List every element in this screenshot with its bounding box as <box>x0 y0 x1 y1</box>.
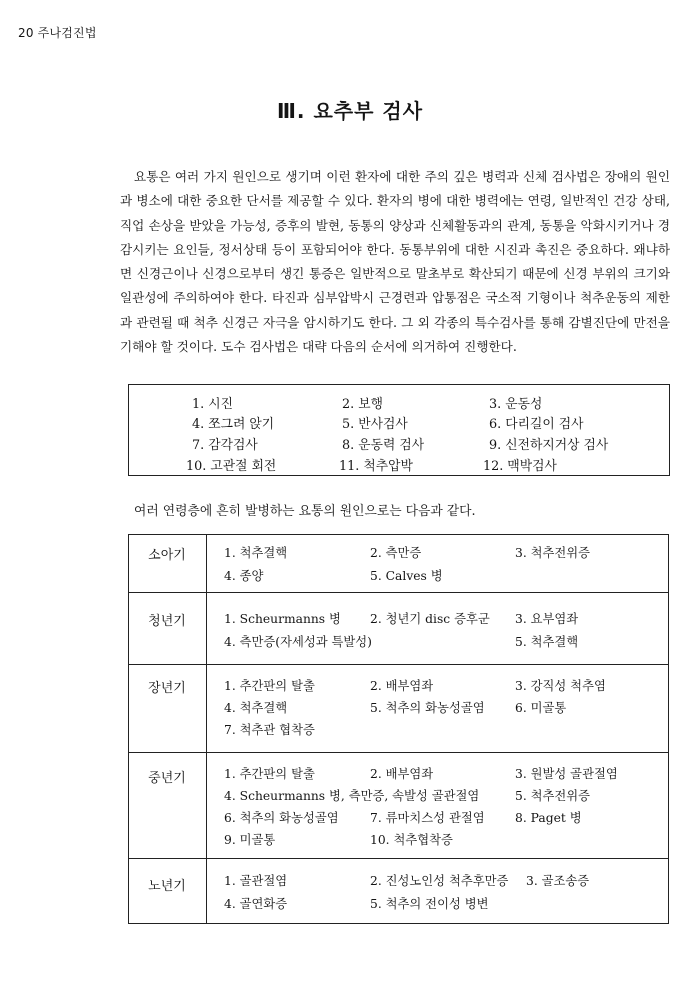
intro-paragraph: 요통은 여러 가지 원인으로 생기며 이런 환자에 대한 주의 깊은 병력과 신체 검사법은 장애의 원인과 병소에 대한 중요한 단서를 제공할 수 있다. 환자의 병에 대한 병력에는 연령, 일반적인 건강 상태, 직업 손상을 받았을 가능성, 증후의 발현, 동통의 양상과 신체활동과의 관계, 동통을 악화시키거나 경감시키는 요인들, 정서상태 등이 포함되어야 한다. 동통부위에 대한 시진과 촉진은 중요하다. 왜냐하면 신경근이나 신경으로부터 생긴 통증은 일반적으로 말초부로 확산되기 때문에 신경 부위의 크기와 일관성에 주의하여야 한다. 타진과 심부압박시 근경련과 압통점은 국소적 기형이나 척추운동의 제한과 관련될 때 척추 신경근 자극을 암시하기도 한다. 그 외 각종의 특수검사를 통해 감별진단에 만전을 기해야 할 것이다. 도수 검사법은 대략 다음의 순서에 의거하여 진행한다. <box>120 169 670 355</box>
cause-item: 1. 추간판의 탈출 <box>224 767 315 781</box>
exam-step: 9. 신전하지거상 검사 <box>489 438 609 453</box>
exam-step: 2. 보행 <box>342 397 384 412</box>
exam-step: 12. 맥박검사 <box>483 459 557 474</box>
cause-item: 8. Paget 병 <box>515 811 582 825</box>
cause-item: 5. 척추전위증 <box>515 789 591 803</box>
cause-item: 10. 척추협착증 <box>370 833 453 847</box>
cause-item: 7. 척추관 협착증 <box>224 723 315 737</box>
cause-item: 5. Calves 병 <box>370 569 443 583</box>
cause-item: 2. 배부염좌 <box>370 767 434 781</box>
cause-item: 3. 골조송증 <box>526 874 590 888</box>
cause-item: 3. 요부염좌 <box>515 612 579 626</box>
cause-item: 2. 측만증 <box>370 546 422 560</box>
cause-item: 1. 골관절염 <box>224 874 288 888</box>
exam-step: 5. 반사검사 <box>342 417 408 432</box>
exam-step: 7. 감각검사 <box>192 438 258 453</box>
cause-item: 4. 골연화증 <box>224 897 288 911</box>
cause-intro: 여러 연령층에 흔히 발병하는 요통의 원인으로는 다음과 같다. <box>134 504 476 519</box>
cause-item: 1. Scheurmanns 병 <box>224 612 341 626</box>
table-rule <box>128 592 669 593</box>
section-title: Ⅲ. 요추부 검사 <box>276 99 424 123</box>
cause-item: 6. 미골통 <box>515 701 567 715</box>
exam-step: 3. 운동성 <box>489 397 543 412</box>
cause-item: 5. 척추결핵 <box>515 635 579 649</box>
table-rule <box>128 858 669 859</box>
cause-item: 4. 종양 <box>224 569 264 583</box>
age-label: 노년기 <box>148 879 186 894</box>
age-label: 장년기 <box>148 681 186 696</box>
cause-item: 1. 추간판의 탈출 <box>224 679 315 693</box>
age-label: 소아기 <box>148 548 186 563</box>
cause-item: 2. 청년기 disc 증후군 <box>370 612 490 626</box>
table-rule <box>128 664 669 665</box>
table-rule <box>128 752 669 753</box>
cause-item: 2. 진성노인성 척추후만증 <box>370 874 509 888</box>
cause-item: 4. 척추결핵 <box>224 701 288 715</box>
cause-item: 3. 척추전위증 <box>515 546 591 560</box>
cause-item: 2. 배부염좌 <box>370 679 434 693</box>
cause-item: 5. 척추의 화농성골염 <box>370 701 485 715</box>
cause-item: 5. 척추의 전이성 병변 <box>370 897 489 911</box>
cause-item: 1. 척추결핵 <box>224 546 288 560</box>
cause-item: 4. 측만증(자세성과 특발성) <box>224 635 372 649</box>
exam-step: 4. 쪼그려 앉기 <box>192 417 275 432</box>
cause-item: 6. 척추의 화농성골염 <box>224 811 339 825</box>
exam-step: 1. 시진 <box>192 397 234 412</box>
exam-step: 11. 척추압박 <box>339 459 413 474</box>
cause-item: 7. 류마치스성 관절염 <box>370 811 485 825</box>
age-label: 중년기 <box>148 771 186 786</box>
exam-step: 8. 운동력 검사 <box>342 438 425 453</box>
exam-step: 10. 고관절 회전 <box>186 459 277 474</box>
cause-item: 3. 원발성 골관절염 <box>515 767 618 781</box>
running-header: 20 주나검진법 <box>18 26 97 40</box>
age-label: 청년기 <box>148 614 186 629</box>
exam-step: 6. 다리길이 검사 <box>489 417 584 432</box>
cause-item: 4. Scheurmanns 병, 측만증, 속발성 골관절염 <box>224 789 480 803</box>
cause-item: 3. 강직성 척추염 <box>515 679 606 693</box>
cause-item: 9. 미골통 <box>224 833 276 847</box>
